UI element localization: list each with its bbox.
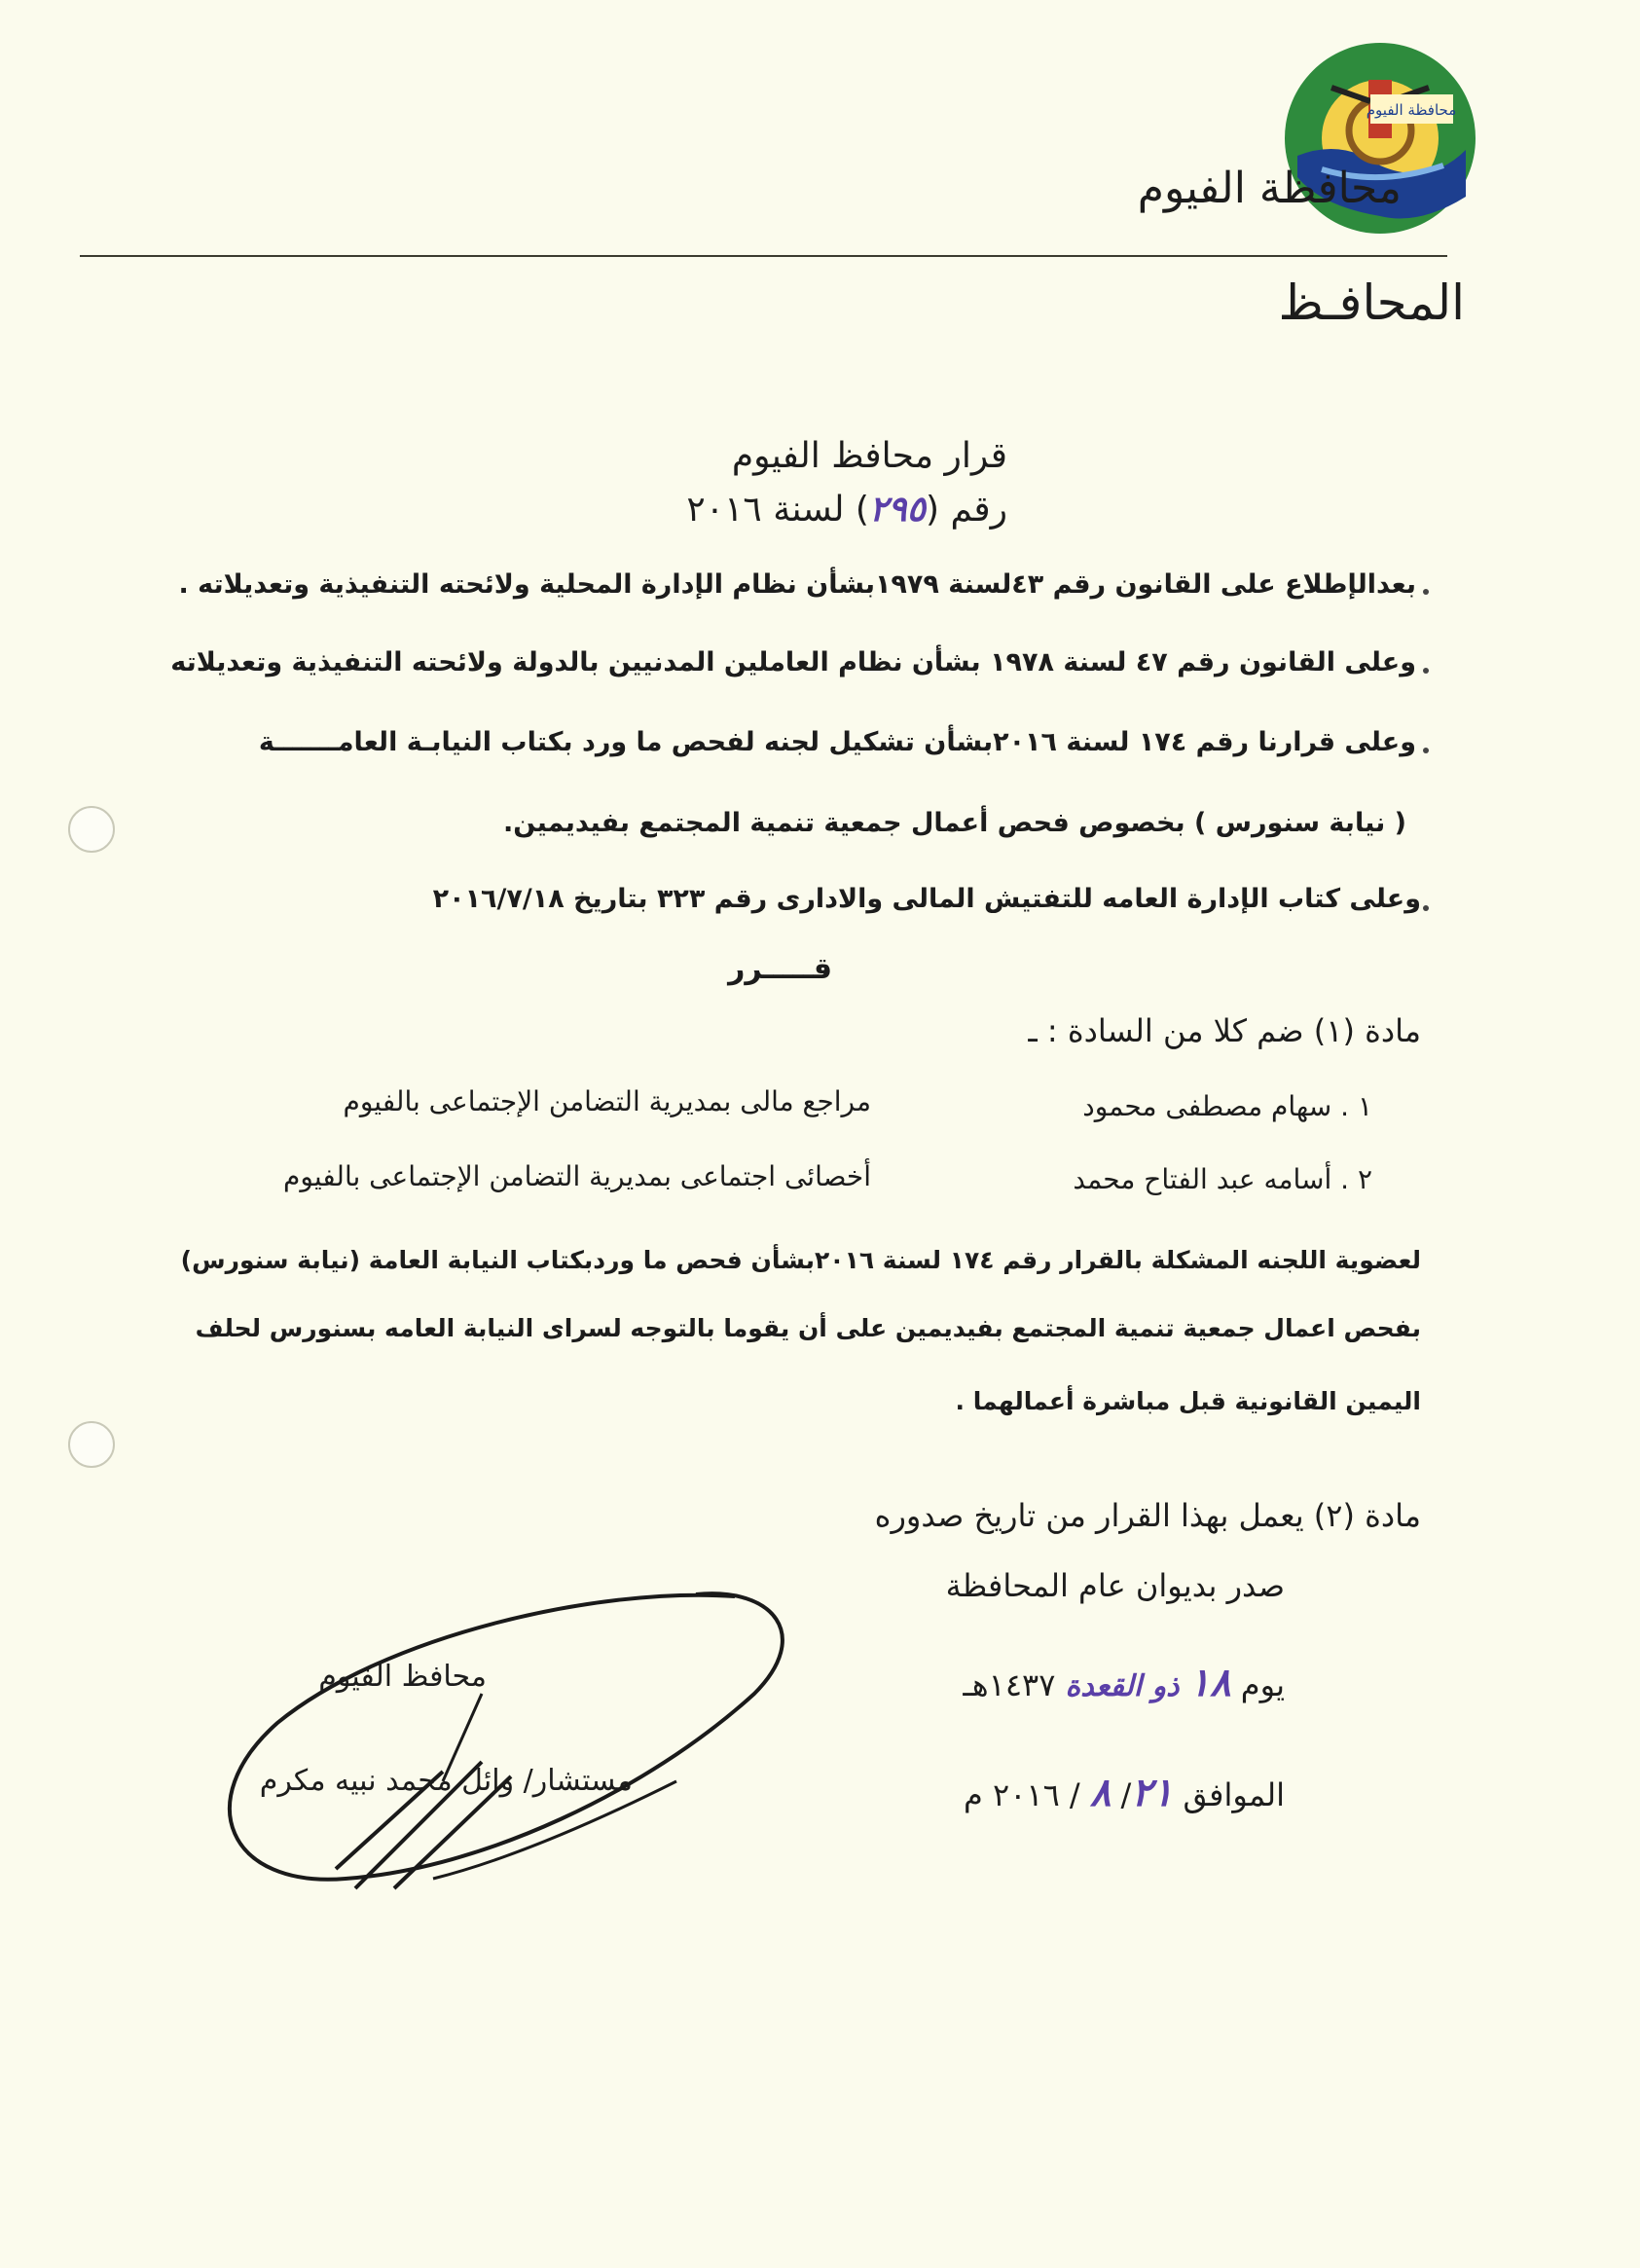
decree-number-prefix: رقم ( bbox=[925, 490, 1007, 530]
gregorian-year: ٢٠١٦ م bbox=[964, 1776, 1060, 1813]
decree-number-suffix: ) لسنة ٢٠١٦ bbox=[686, 490, 869, 530]
bullet-dot bbox=[1423, 589, 1429, 595]
punch-hole-top bbox=[68, 806, 115, 853]
bullet-dot bbox=[1423, 668, 1429, 674]
article-1-text-line-1: لعضوية اللجنه المشكلة بالقرار رقم ١٧٤ لسنة ٢٠١٦بشأن فحص ما وردبكتاب النيابة العامة (نيابة سنورس) bbox=[180, 1246, 1421, 1274]
article-1-heading: مادة (١) ضم كلا من السادة : ـ bbox=[1028, 1012, 1421, 1049]
match-label: الموافق bbox=[1183, 1776, 1285, 1813]
signature-scribble-icon bbox=[190, 1577, 793, 1927]
preamble-line-1: بعدالإطلاع على القانون رقم ٤٣لسنة ١٩٧٩بشأن نظام الإدارة المحلية ولائحته التنفيذية وتعديلاته . bbox=[178, 569, 1416, 600]
article-2-text: مادة (٢) يعمل بهذا القرار من تاريخ صدوره bbox=[874, 1497, 1421, 1534]
member-2-name: ٢ . أسامه عبد الفتاح محمد bbox=[1073, 1163, 1372, 1195]
decree-title: قرار محافظ الفيوم bbox=[731, 436, 1007, 476]
gregorian-month-handwritten: ٨ bbox=[1089, 1770, 1112, 1815]
hijri-year: ١٤٣٧هـ bbox=[963, 1666, 1056, 1703]
article-1-text-line-3: اليمين القانونية قبل مباشرة أعمالهما . bbox=[955, 1387, 1421, 1415]
gregorian-date-line: الموافق ٢١/ ٨ / ٢٠١٦ م bbox=[964, 1770, 1285, 1815]
ministry-name: محافظة الفيوم bbox=[1137, 164, 1402, 213]
signatory-name: مستشار/ وائل محمد نبيه مكرم bbox=[259, 1764, 633, 1798]
preamble-line-4: ( نيابة سنورس ) بخصوص فحص أعمال جمعية تنمية المجتمع بفيديمين. bbox=[503, 808, 1406, 838]
member-1-name: ١ . سهام مصطفى محمود bbox=[1082, 1090, 1372, 1122]
preamble-line-3: وعلى قرارنا رقم ١٧٤ لسنة ٢٠١٦بشأن تشكيل لجنه لفحص ما ورد بكتاب النيابـة العامـــــــة bbox=[258, 727, 1416, 757]
punch-hole-bottom bbox=[68, 1421, 115, 1468]
header-divider bbox=[80, 255, 1447, 257]
office-heading: المحافـظ bbox=[1278, 274, 1465, 331]
bullet-dot bbox=[1423, 905, 1429, 911]
decree-number-line bbox=[686, 489, 1007, 530]
preamble-line-2: وعلى القانون رقم ٤٧ لسنة ١٩٧٨ بشأن نظام العاملين المدنيين بالدولة ولائحته التنفيذية وتعديلاته bbox=[170, 647, 1416, 677]
hijri-day-handwritten: ١٨ bbox=[1188, 1660, 1231, 1705]
signatory-title: محافظ الفيوم bbox=[318, 1660, 487, 1694]
decree-number-handwritten: ٢٩٥ bbox=[868, 489, 926, 530]
bullet-dot bbox=[1423, 748, 1429, 753]
logo-text: محافظة الفيوم bbox=[1366, 101, 1457, 119]
day-label: يوم bbox=[1240, 1666, 1285, 1703]
preamble-line-5: وعلى كتاب الإدارة العامه للتفتيش المالى والادارى رقم ٣٢٣ بتاريخ ٢٠١٦/٧/١٨ bbox=[432, 884, 1421, 914]
decided-heading: قـــــرر bbox=[728, 952, 832, 986]
issued-at: صدر بديوان عام المحافظة bbox=[945, 1567, 1285, 1604]
member-1-role: مراجع مالى بمديرية التضامن الإجتماعى بالفيوم bbox=[343, 1085, 871, 1117]
member-2-role: أخصائى اجتماعى بمديرية التضامن الإجتماعى بالفيوم bbox=[283, 1160, 871, 1192]
article-1-text-line-2: بفحص اعمال جمعية تنمية المجتمع بفيديمين على أن يقوما بالتوجه لسراى النيابة العامه بسنورس لحلف bbox=[195, 1314, 1421, 1342]
hijri-date-line bbox=[963, 1660, 1285, 1705]
hijri-month-handwritten: ذو القعدة bbox=[1065, 1669, 1180, 1703]
gregorian-day-handwritten: ٢١ bbox=[1131, 1770, 1174, 1815]
